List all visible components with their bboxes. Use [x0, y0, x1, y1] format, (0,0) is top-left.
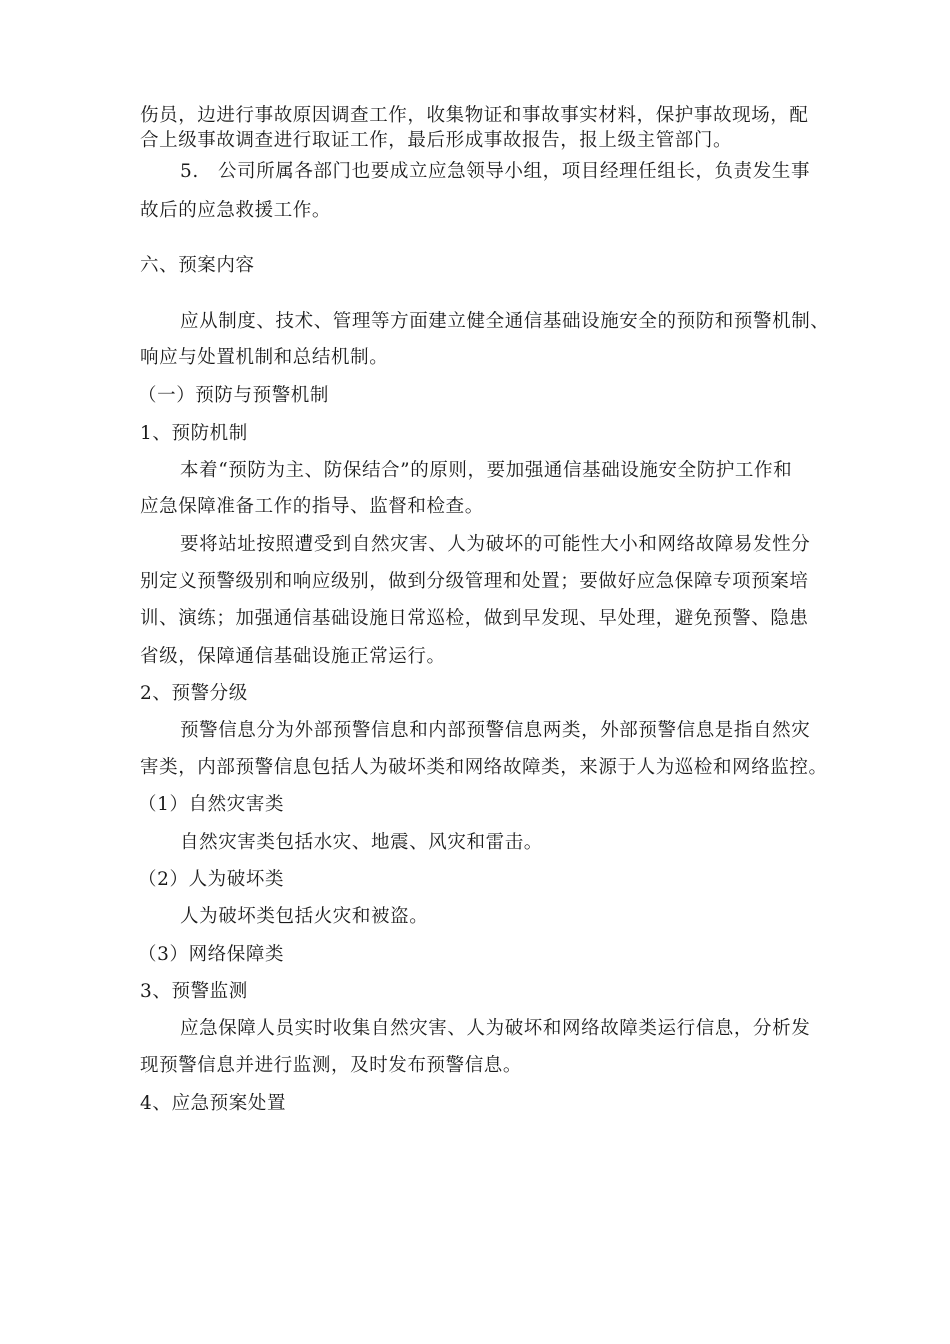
text-line: 合上级事故调查进行取证工作，最后形成事故报告，报上级主管部门。: [140, 130, 733, 151]
subsection-heading: （2）人为破坏类: [138, 869, 285, 890]
subsection-heading: 4、应急预案处置: [140, 1093, 287, 1114]
text-line: 现预警信息并进行监测，及时发布预警信息。: [140, 1055, 523, 1076]
text-line: 应急保障人员实时收集自然灾害、人为破坏和网络故障类运行信息，分析发: [180, 1018, 811, 1039]
subsection-heading: 2、预警分级: [140, 683, 248, 704]
text-line: 自然灾害类包括水灾、地震、风灾和雷击。: [180, 832, 543, 853]
text-line: 要将站址按照遭受到自然灾害、人为破坏的可能性大小和网络故障易发性分: [180, 534, 811, 555]
text-line: 应急保障准备工作的指导、监督和检查。: [140, 496, 484, 517]
text-line: 响应与处置机制和总结机制。: [140, 347, 389, 368]
subsection-heading: （1）自然灾害类: [138, 794, 285, 815]
subsection-heading: 3、预警监测: [140, 981, 248, 1002]
subsection-heading: （3）网络保障类: [138, 944, 285, 965]
text-line: 故后的应急救援工作。: [140, 200, 332, 221]
text-line: 本着“预防为主、防保结合”的原则，要加强通信基础设施安全防护工作和: [180, 460, 793, 481]
section-heading: 六、预案内容: [140, 255, 255, 276]
subsection-heading: （一）预防与预警机制: [138, 385, 330, 406]
text-line: 预警信息分为外部预警信息和内部预警信息两类，外部预警信息是指自然灾: [180, 720, 811, 741]
text-line: 训、演练；加强通信基础设施日常巡检，做到早发现、早处理，避免预警、隐患: [140, 608, 809, 629]
text-line: 伤员，边进行事故原因调查工作，收集物证和事故事实材料，保护事故现场，配: [140, 105, 809, 126]
text-line: 省级，保障通信基础设施正常运行。: [140, 646, 446, 667]
text-line: 害类，内部预警信息包括人为破坏类和网络故障类，来源于人为巡检和网络监控。: [140, 757, 828, 778]
text-line: 人为破坏类包括火灾和被盗。: [180, 906, 429, 927]
text-line: 应从制度、技术、管理等方面建立健全通信基础设施安全的预防和预警机制、: [180, 311, 830, 332]
text-line: 别定义预警级别和响应级别，做到分级管理和处置；要做好应急保障专项预案培: [140, 571, 809, 592]
subsection-heading: 1、预防机制: [140, 423, 248, 444]
text-line: 5. 公司所属各部门也要成立应急领导小组，项目经理任组长，负责发生事: [180, 161, 811, 182]
